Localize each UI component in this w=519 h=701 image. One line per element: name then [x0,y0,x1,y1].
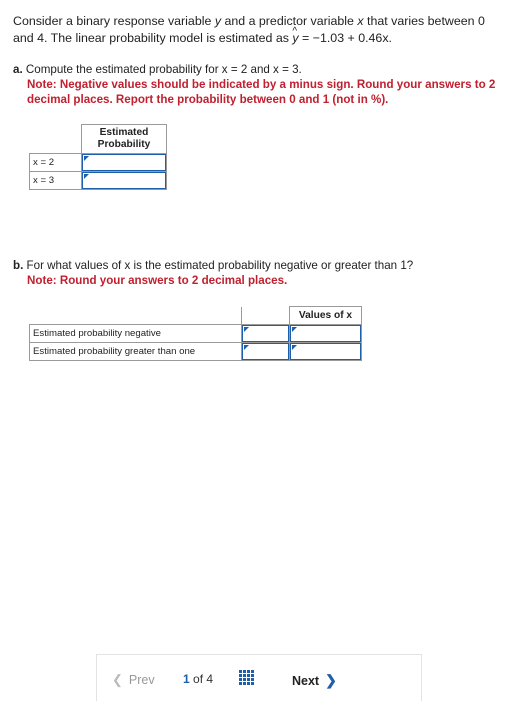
values-of-x-header: Values of x [290,307,362,325]
blank-header [30,307,242,325]
probability-input-x2[interactable] [82,154,166,171]
values-of-x-table [29,306,362,361]
row-label-x2: x = 2 [30,154,82,172]
part-b-prompt: For what values of x is the estimated probability negative or greater than 1? [26,259,414,272]
part-a-note: Note: Negative values should be indicated by a minus sign. Round your answers to 2 decimal places. Report the probability between 0 and 1 (not in %). [27,78,496,106]
next-button[interactable]: Next ❯ [292,672,337,688]
estimated-probability-header: Estimated Probability [82,125,167,154]
table-row [30,172,167,190]
table-row [30,154,167,172]
prev-button[interactable]: ❮ Prev [112,672,155,687]
part-a-prompt: Compute the estimated probability for x = 2 and x = 3. [25,63,302,76]
part-b-label: b. [13,259,24,272]
x-input-greater-than-one[interactable] [290,343,361,360]
row-label-x3: x = 3 [30,172,82,190]
table-row [30,325,362,343]
sign-select-negative[interactable] [242,325,289,342]
model-equation: = −1.03 + 0.46x. [298,31,392,45]
intro-text: that varies between 0 and 4. The linear probability model is estimated as [13,14,485,45]
intro-text: Consider a binary response variable [13,14,215,28]
x-input-negative[interactable] [290,325,361,342]
y-hat-symbol: ^ y [292,31,298,45]
part-a-label: a. [13,63,23,76]
row-label-greater-than-one: Estimated probability greater than one [30,343,242,361]
probability-table [29,124,167,190]
sign-select-greater-than-one[interactable] [242,343,289,360]
part-b-note: Note: Round your answers to 2 decimal places. [27,274,288,287]
row-label-negative: Estimated probability negative [30,325,242,343]
table-row [30,343,362,361]
variable-y: y [214,14,222,28]
part-a [13,62,519,107]
chevron-left-icon: ❮ [112,672,123,687]
chevron-right-icon: ❯ [325,672,337,688]
page-indicator[interactable]: 1 of 4 [183,672,214,686]
part-b [13,258,413,288]
intro-text: and a predictor variable [221,14,358,28]
blank-header [242,307,290,325]
grid-icon[interactable] [239,670,254,685]
probability-input-x3[interactable] [82,172,166,189]
variable-x: x [357,14,364,28]
blank-header [30,125,82,154]
pagination-bar [96,654,422,701]
question-stem [13,13,508,47]
